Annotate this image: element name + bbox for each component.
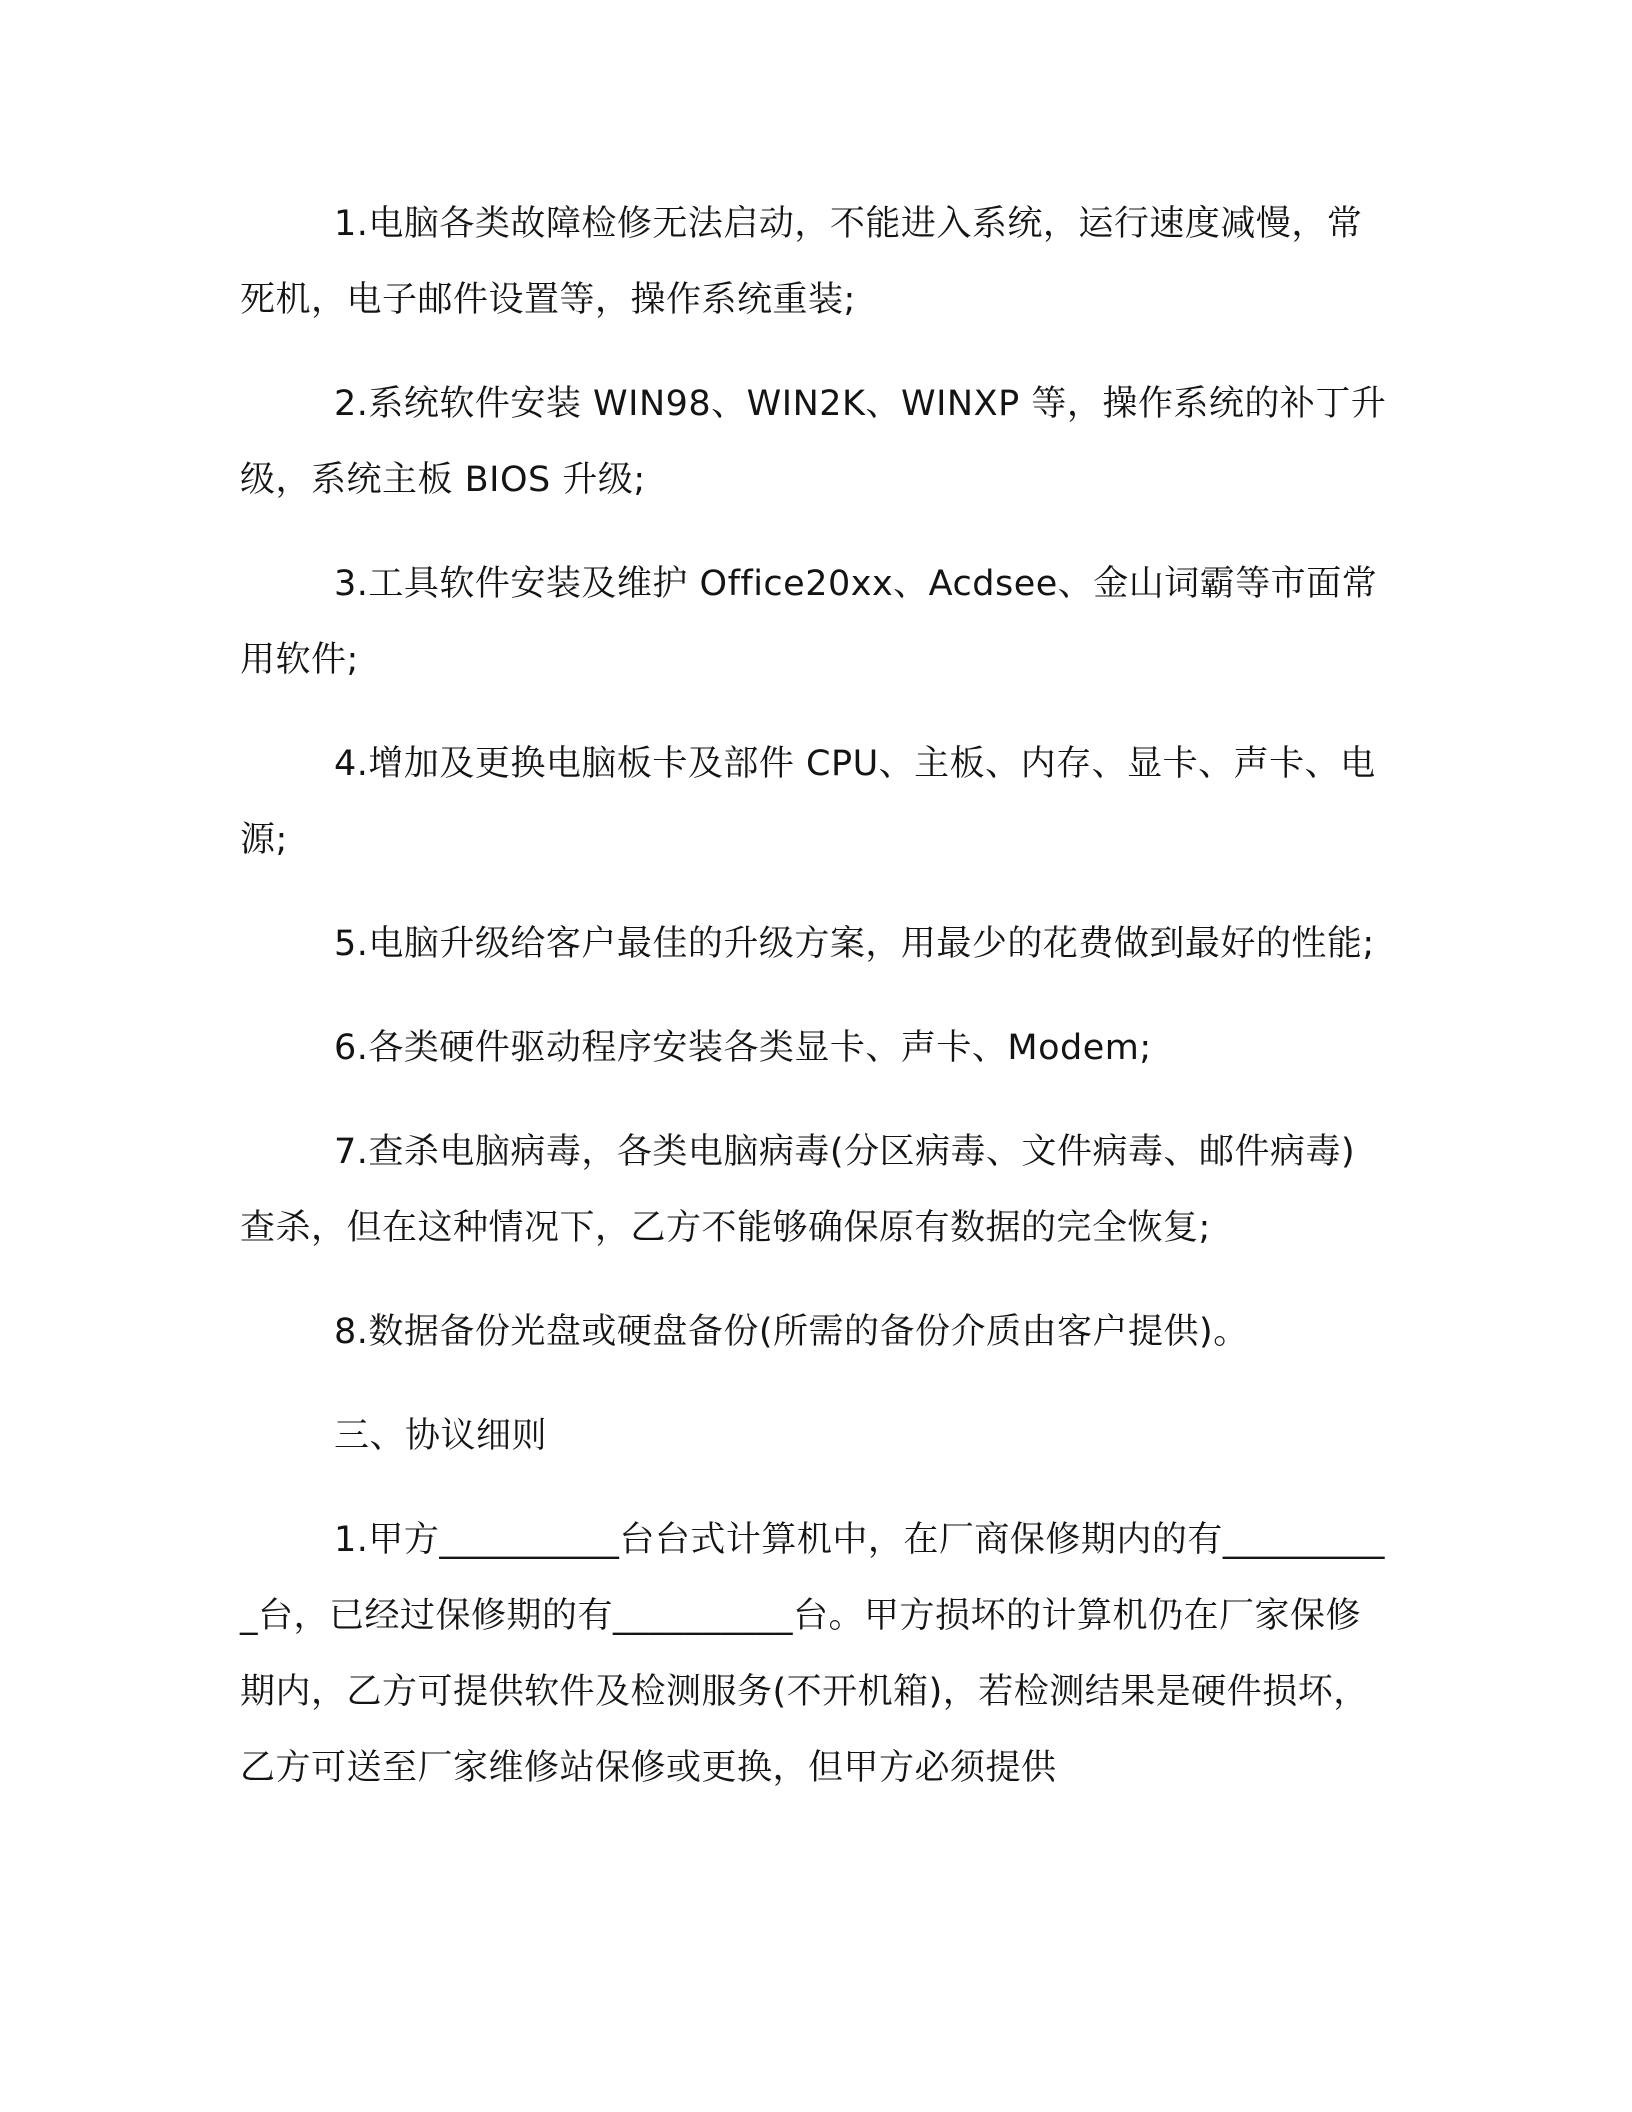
service-item-2: 2.系统软件安装 WIN98、WIN2K、WINXP 等，操作系统的补丁升级，系统主板 BIOS 升级; (240, 384, 1387, 500)
service-item-7: 7.查杀电脑病毒，各类电脑病毒(分区病毒、文件病毒、邮件病毒)查杀，但在这种情况下，乙方不能够确保原有数据的完全恢复; (240, 1132, 1356, 1248)
document-body (240, 186, 1390, 1834)
service-item-8: 8.数据备份光盘或硬盘备份(所需的备份介质由客户提供)。 (334, 1312, 1249, 1352)
service-item-4: 4.增加及更换电脑板卡及部件 CPU、主板、内存、显卡、声卡、电源; (240, 744, 1376, 860)
service-item-1: 1.电脑各类故障检修无法启动，不能进入系统，运行速度减慢，常死机，电子邮件设置等，操作系统重装; (240, 204, 1363, 320)
service-item-6: 6.各类硬件驱动程序安装各类显卡、声卡、Modem; (334, 1028, 1152, 1068)
section-heading: 三、协议细则 (334, 1416, 548, 1456)
agreement-clause-1: 1.甲方__________台台式计算机中，在厂商保修期内的有__________台，已经过保修期的有__________台。甲方损坏的计算机仍在厂家保修期内，乙方可提供软件及检测服务(不开机箱)，若检测结果是硬件损坏，乙方可送至厂家维修站保修或更换，但甲方必须提供 (240, 1520, 1385, 1788)
service-item-5: 5.电脑升级给客户最佳的升级方案，用最少的花费做到最好的性能; (334, 924, 1375, 964)
service-item-3: 3.工具软件安装及维护 Office20xx、Acdsee、金山词霸等市面常用软件; (240, 564, 1378, 680)
